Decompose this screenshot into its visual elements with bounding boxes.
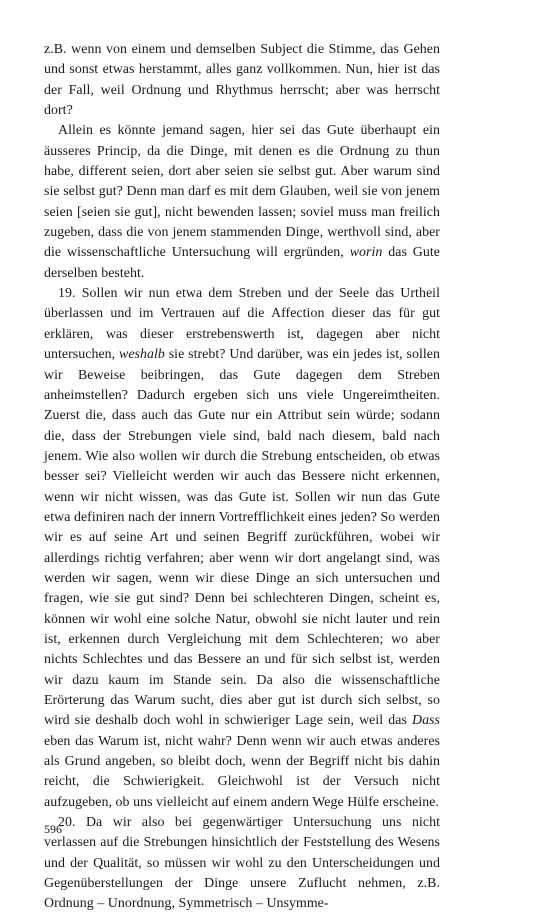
paragraph — [44, 40, 440, 121]
italic-text: weshalb — [119, 347, 165, 363]
text-run: 19. Sollen wir nun etwa dem Streben und der Seele das Urtheil überlassen und im Vertrauen auf die Affection dieser das für gut erklären, was dieser erstrebenswerth ist, dagegen aber nicht untersuchen, — [44, 286, 440, 363]
paragraph — [44, 284, 440, 813]
paragraph — [44, 121, 440, 284]
text-run: sie strebt? Und darüber, was ein jedes ist, sollen wir Beweise beibringen, das Gute dagegen dem Streben anheimstellen? Dadurch ergeben sich uns viele Ungereimtheiten. Zuerst die, dass auch das Gute nur ein Attribut sein würde; sodann die, dass der Strebungen viele sind, bald nach diesem, bald nach jenem. Wie also wollen wir durch die Strebung entscheiden, ob etwas besser sei? Vielleicht werden wir auch das Bessere nicht erkennen, wenn wir nicht wissen, was das Gute ist. Sollen wir nun das Gute etwa definiren nach der innern Vortrefflichkeit eines jeden? So werden wir es auf seine Art und seinen Begriff zurückführen, wobei wir allerdings richtig verfahren; aber wenn wir dort angelangt sind, was werden wir sagen, wenn wir diese Dinge an sich untersuchen und fragen, wie sie gut sind? Denn bei schlechteren Dingen, scheint es, können wir wohl eine solche Natur, obwohl sie nicht lauter und rein ist, erkennen durch Vergleichung mit dem Schlechteren; wo aber nichts Schlechtes und das Bessere an und für sich selbst ist, werden wir dazu kaum im Stande sein. Da also die wissenschaftliche Erörterung das Warum sucht, dies aber gut ist durch sich selbst, so wird sie deshalb doch wohl in schwieriger Lage sein, weil das — [44, 347, 440, 729]
paragraph — [44, 813, 440, 915]
body-text — [44, 40, 440, 915]
italic-text: Dass — [412, 713, 440, 729]
italic-text: worin — [349, 245, 383, 261]
text-run: eben das Warum ist, nicht wahr? Denn wenn wir auch etwas anderes als Grund angeben, so bleibt doch, wenn der Begriff nicht bis dahin reicht, die Schwierigkeit. Gleichwohl ist der Versuch nicht aufzugeben, ob uns vielleicht auf einem andern Wege Hülfe erscheine. — [44, 733, 440, 810]
text-run: Allein es könnte jemand sagen, hier sei das Gute überhaupt ein äusseres Princip, da die Dinge, mit denen es die Ordnung zu thun habe, different seien, dort aber seien sie selbst gut. Aber warum sind sie selbst gut? Denn man darf es mit dem Glauben, weil sie von jenem seien [seien sie gut], nicht bewenden lassen; soviel muss man freilich zugeben, dass die von jenem stammenden Dinge, werthvoll sind, aber die wissenschaftliche Untersuchung will ergründen, — [44, 123, 440, 261]
text-run: z.B. wenn von einem und demselben Subject die Stimme, das Gehen und sonst etwas herstammt, alles ganz vollkommen. Nun, hier ist das der Fall, weil Ordnung und Rhythmus herrscht; aber was herrscht dort? — [44, 42, 440, 119]
page-number: 596 — [44, 822, 62, 836]
text-run: das Gute derselben besteht. — [44, 245, 440, 281]
text-run: 20. Da wir also bei gegenwärtiger Untersuchung uns nicht verlassen auf die Strebungen hinsichtlich der Feststellung des Wesens und der Qualität, so müssen wir wohl zu den Unterscheidungen und Gegenüberstellungen der Dinge unsere Zuflucht nehmen, z.B. Ordnung – Unordnung, Symmetrisch – Unsymme- — [44, 815, 440, 912]
